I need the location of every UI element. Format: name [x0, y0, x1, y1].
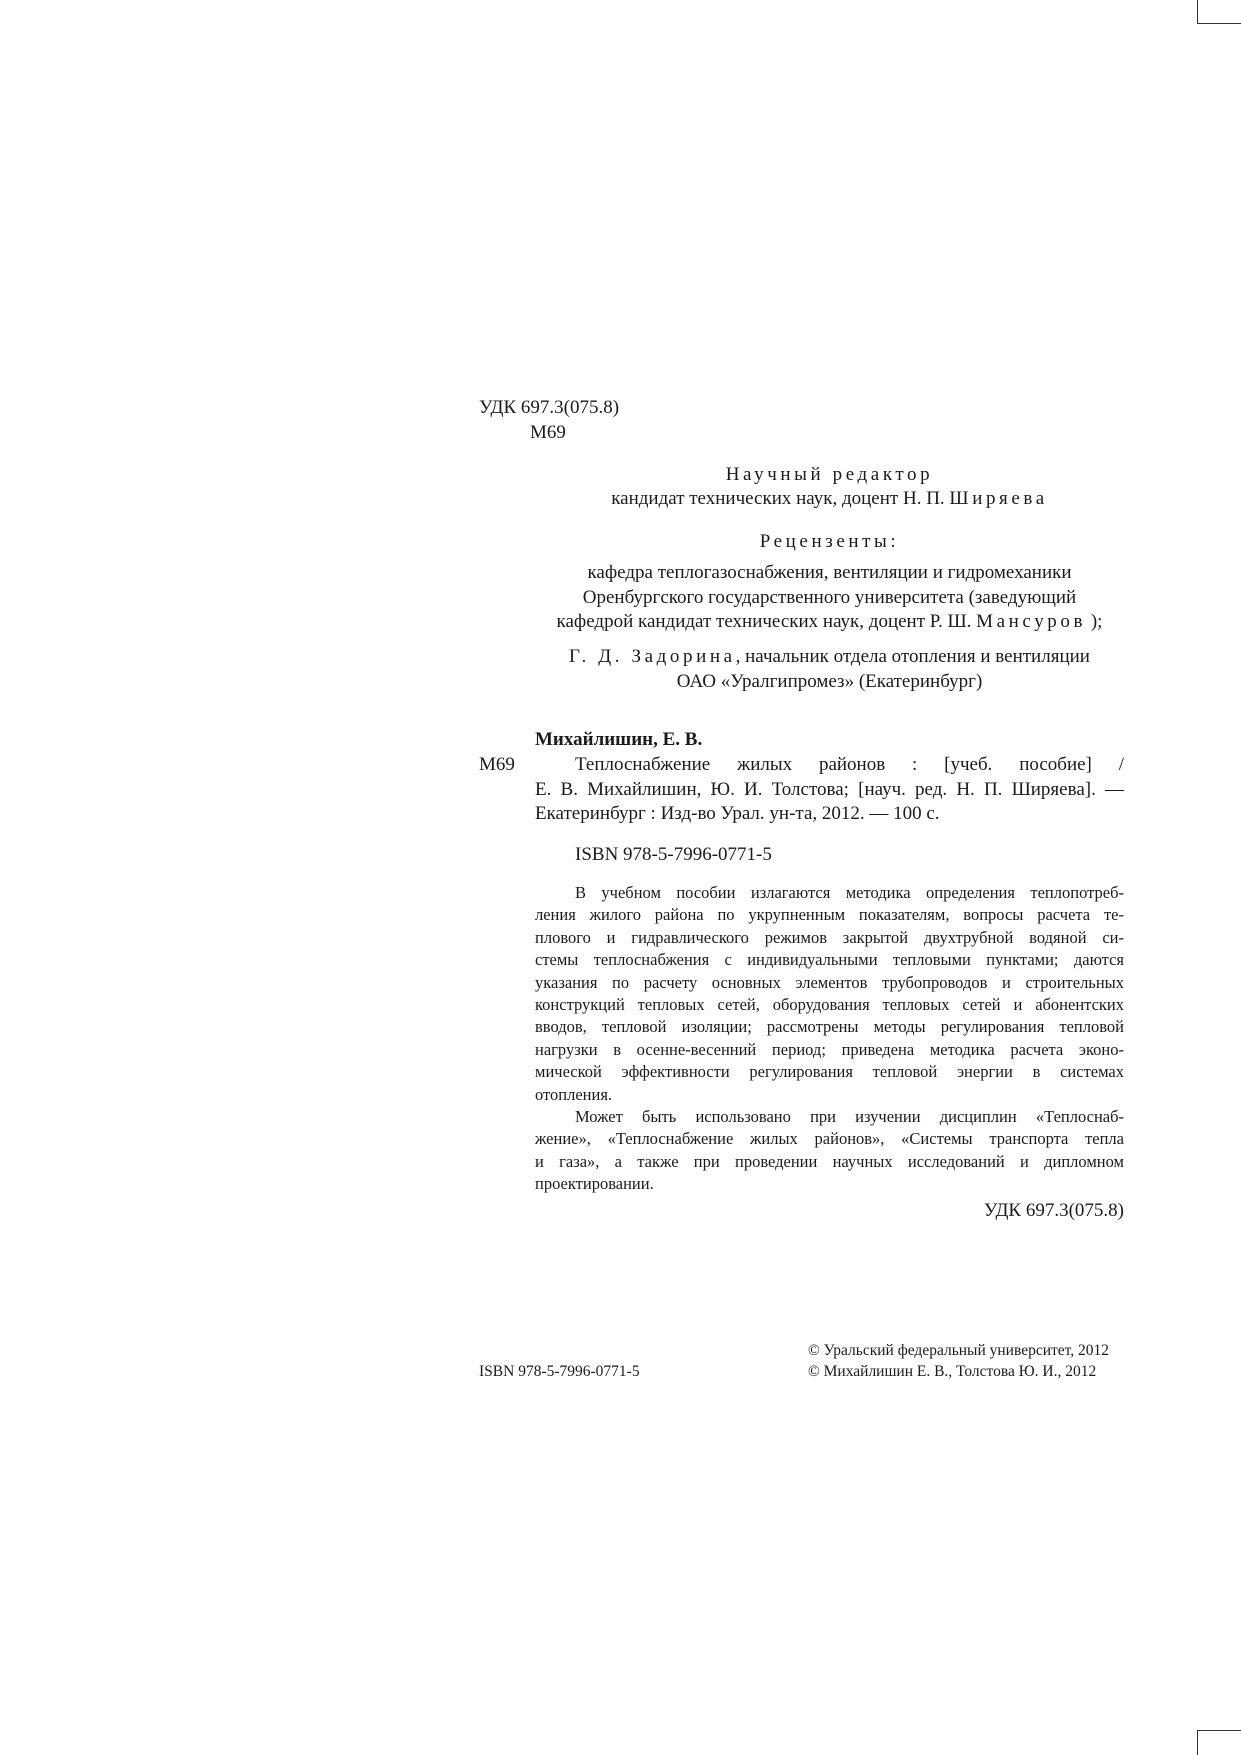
- reviewer-person-line2: ОАО «Уралгипромез» (Екатеринбург): [676, 671, 983, 692]
- annotation-p1-line: конструкций тепловых сетей, оборудования тепловых сетей и абонентских: [535, 995, 1124, 1015]
- annotation-udk: УДК 697.3(075.8): [983, 1200, 1124, 1221]
- crop-mark-top-vertical: [1197, 0, 1198, 24]
- annotation-p1-line: указания по расчету основных элементов трубопроводов и строительных: [535, 972, 1124, 992]
- crop-mark-top-horizontal: [1197, 23, 1241, 24]
- annotation-p1-line: мической эффективности регулирования тепловой энергии в системах: [535, 1062, 1124, 1082]
- reviewer-department: [535, 561, 1124, 635]
- crop-mark-bottom-horizontal: [1197, 1730, 1241, 1731]
- catalog-author: Михайлишин, Е. В.: [535, 729, 703, 750]
- annotation-p1-line: нагрузки в осенне-весенний период; приведена методика расчета эконо-: [535, 1039, 1124, 1059]
- editor-line: [535, 487, 1124, 511]
- reviewers-heading: [535, 530, 1124, 554]
- editor-line-prefix: кандидат технических наук, доцент Н. П.: [611, 488, 950, 509]
- crop-mark-bottom-vertical: [1197, 1730, 1198, 1755]
- reviewer-dept-line2: Оренбургского государственного университета (заведующий: [582, 586, 1077, 608]
- reviewer-dept-line3-prefix: кафедрой кандидат технических наук, доцент Р. Ш.: [556, 611, 977, 632]
- reviewer-dept-line1: кафедра теплогазоснабжения, вентиляции и гидромеханики: [587, 562, 1072, 583]
- reviewer-dept-line3: [535, 610, 1124, 635]
- annotation-p1-line: ления жилого района по укрупненным показателям, вопросы расчета те-: [535, 905, 1124, 925]
- annotation-p2-line: проектировании.: [535, 1174, 654, 1194]
- annotation-p1-line: плового и гидравлического режимов закрытой двухтрубной водяной си-: [535, 927, 1124, 947]
- annotation: [535, 882, 1124, 1196]
- catalog-line1: Теплоснабжение жилых районов : [учеб. пособие] /: [575, 754, 1124, 775]
- footer-isbn: ISBN 978-5-7996-0771-5: [479, 1363, 640, 1380]
- editor-section: [535, 463, 1124, 511]
- annotation-p2-line: и газа», а также при проведении научных исследований и дипломном: [535, 1151, 1124, 1171]
- footer-copyright-2: © Михайлишин Е. В., Толстова Ю. И., 2012: [808, 1363, 1097, 1380]
- udk-code: УДК 697.3(075.8): [479, 397, 620, 418]
- annotation-p2-line: Может быть использовано при изучении дисциплин «Теплоснаб-: [575, 1107, 1124, 1127]
- reviewer-dept-head-name: Мансуров: [976, 611, 1087, 632]
- catalog-line3: Екатеринбург : Изд-во Урал. ун-та, 2012. — 100 с.: [535, 803, 940, 824]
- annotation-p1-line: стемы теплоснабжения с индивидуальными тепловыми пунктами; даются: [535, 950, 1124, 970]
- catalog-description: [535, 753, 1124, 827]
- footer-copyright-1: © Уральский федеральный университет, 2012: [808, 1342, 1110, 1359]
- annotation-p1-line: В учебном пособии излагаются методика определения теплопотреб-: [575, 883, 1124, 902]
- annotation-p2-line: жение», «Теплоснабжение жилых районов», «Системы транспорта тепла: [535, 1129, 1124, 1149]
- reviewer-person-line1-suffix: , начальник отдела отопления и вентиляции: [735, 646, 1090, 667]
- editor-name: Ширяева: [949, 488, 1048, 509]
- author-mark: М69: [530, 422, 566, 443]
- annotation-p1-line: вводов, тепловой изоляции; рассмотрены методы регулирования тепловой: [535, 1017, 1124, 1037]
- editor-heading: Научный редактор: [725, 464, 934, 485]
- reviewer-dept-line3-suffix: );: [1086, 611, 1103, 632]
- catalog-mark: М69: [479, 754, 515, 775]
- annotation-p1-line: отопления.: [535, 1084, 613, 1104]
- catalog-line2: Е. В. Михайлишин, Ю. И. Толстова; [науч. ред. Н. П. Ширяева]. —: [535, 778, 1124, 800]
- reviewer-person: [535, 644, 1124, 694]
- reviewer-person-line1: [535, 644, 1124, 669]
- reviewer-person-name: Г. Д. Задорина: [569, 646, 736, 667]
- reviewers-heading-text: Рецензенты:: [759, 531, 900, 552]
- catalog-isbn: ISBN 978-5-7996-0771-5: [575, 844, 772, 865]
